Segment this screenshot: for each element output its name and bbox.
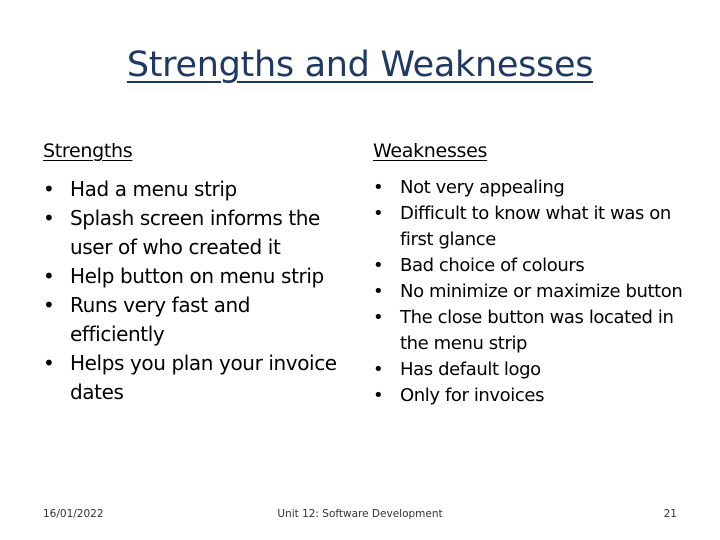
strengths-list [43,175,348,407]
weaknesses-list [373,175,693,409]
weakness-item: • The close button was located in the menu strip [373,305,693,357]
weaknesses-heading: Weaknesses [373,140,488,162]
weakness-item: • Only for invoices [373,383,693,409]
footer-date: 16/01/2022 [43,508,104,520]
weakness-item: • Has default logo [373,357,693,383]
strengths-heading: Strengths [43,140,133,162]
weakness-item: • Bad choice of colours [373,253,693,279]
strength-item: • Runs very fast and efficiently [43,291,348,349]
weakness-item: • No minimize or maximize button [373,279,693,305]
strength-item: • Helps you plan your invoice dates [43,349,348,407]
strength-item: • Had a menu strip [43,175,348,204]
slide-number: 21 [663,508,677,520]
strength-item: • Help button on menu strip [43,262,348,291]
strength-item: • Splash screen informs the user of who created it [43,204,348,262]
weakness-item: • Not very appealing [373,175,693,201]
weakness-item: • Difficult to know what it was on first glance [373,201,693,253]
slide-title: Strengths and Weaknesses [126,45,594,85]
footer-unit: Unit 12: Software Development [277,508,443,520]
